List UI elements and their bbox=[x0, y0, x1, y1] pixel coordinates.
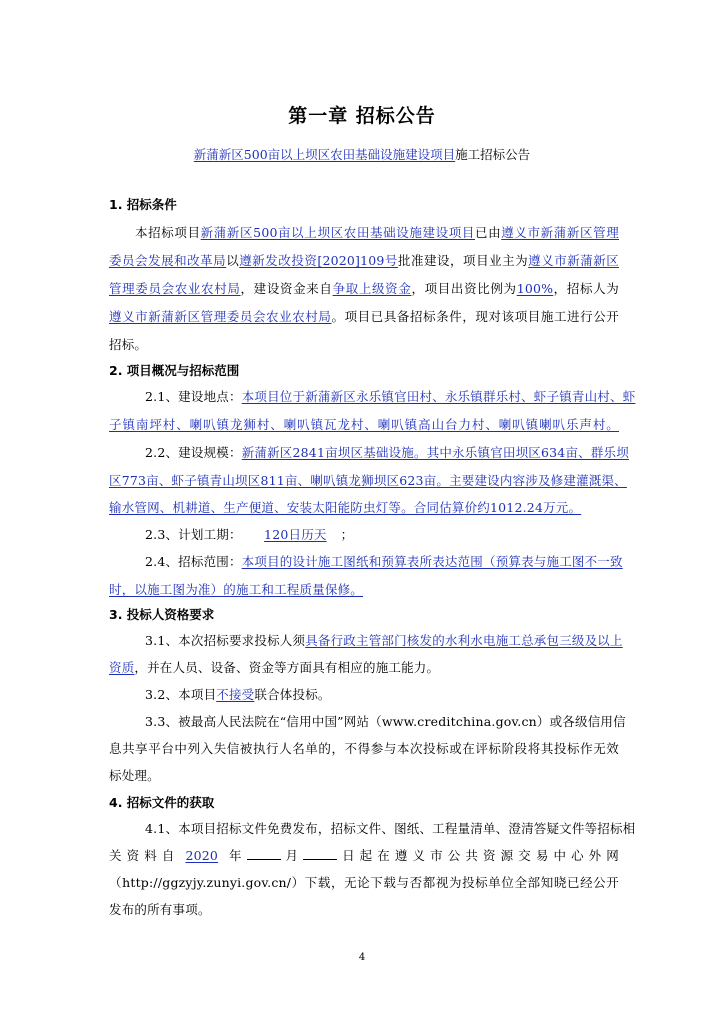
investment-ratio: 100% bbox=[516, 281, 554, 296]
s1-line-5: 招标。 bbox=[109, 337, 148, 352]
s2-4-line-2: 时，以施工图为准）的施工和工程质量保修。 bbox=[109, 582, 364, 597]
s3-2-line: 3.2、本项目不接受联合体投标。 bbox=[145, 687, 331, 702]
month-blank bbox=[247, 847, 281, 860]
s1-line-1: 本招标项目新蒲新区500亩以上坝区农田基础设施建设项目已由遵义市新蒲新区管理 bbox=[135, 225, 619, 240]
project-name-link: 新蒲新区500亩以上坝区农田基础设施建设项目 bbox=[200, 225, 475, 240]
s2-4-line-1: 2.4、招标范围：本项目的设计施工图纸和预算表所表达范围（预算表与施工图不一致 bbox=[145, 554, 623, 569]
s1-line-2: 委员会发展和改革局以遵新发改投资[2020]109号批准建设，项目业主为遵义市新蒲新区 bbox=[109, 253, 619, 268]
s1-line-3: 管理委员会农业农村局，建设资金来自争取上级资金，项目出资比例为100%，招标人为 bbox=[109, 281, 619, 296]
s4-1-line-1: 4.1、本项目招标文件免费发布，招标文件、图纸、工程量清单、澄清答疑文件等招标相 bbox=[145, 821, 636, 836]
s2-2-line-2: 区773亩、虾子镇青山坝区811亩、喇叭镇龙狮坝区623亩。主要建设内容涉及修建灌溉渠、 bbox=[109, 473, 627, 488]
page-number: 4 bbox=[358, 952, 366, 963]
s3-3-line-1: 3.3、被最高人民法院在“信用中国”网站（www.creditchina.gov.cn）或各级信用信 bbox=[145, 714, 626, 729]
s3-3-line-3: 标处理。 bbox=[109, 768, 160, 783]
s3-1-line-2: 资质，并在人员、设备、资金等方面具有相应的施工能力。 bbox=[109, 660, 440, 675]
tenderer-name: 遵义市新蒲新区管理委员会农业农村局 bbox=[109, 309, 332, 324]
s2-3-line: 2.3、计划工期： 120日历天 ； bbox=[145, 527, 354, 542]
page-title: 第一章 招标公告 bbox=[288, 105, 436, 127]
s4-1-line-2: 关资料自 2020 年 月 日起在遵义市公共资源交易中心外网 bbox=[109, 848, 619, 863]
s3-1-line-1: 3.1、本次招标要求投标人须具备行政主管部门核发的水利水电施工总承包三级及以上 bbox=[145, 633, 623, 648]
section-4-heading: 4. 招标文件的获取 bbox=[109, 795, 215, 810]
day-blank bbox=[303, 847, 337, 860]
s3-3-line-2: 息共享平台中列入失信被执行人名单的，不得参与本次投标或在评标阶段将其投标作无效 bbox=[109, 741, 619, 756]
s2-1-line-1: 2.1、建设地点：本项目位于新蒲新区永乐镇官田村、永乐镇群乐村、虾子镇青山村、虾 bbox=[145, 389, 636, 404]
consortium-status: 不接受 bbox=[216, 687, 255, 702]
section-1-heading: 1. 招标条件 bbox=[109, 197, 177, 212]
s2-2-line-3: 输水管网、机耕道、生产便道、安装太阳能防虫灯等。合同估算价约1012.24万元。 bbox=[109, 500, 582, 515]
s4-1-line-3: （http://ggzyjy.zunyi.gov.cn/）下载，无论下载与否都视为投标单位全部知晓已经公开 bbox=[109, 875, 619, 890]
s2-1-line-2: 子镇南坪村、喇叭镇龙狮村、喇叭镇瓦龙村、喇叭镇高山台力村、喇叭镇喇叭乐声村。 bbox=[109, 417, 619, 432]
release-year: 2020 bbox=[185, 848, 219, 863]
s2-2-line-1: 2.2、建设规模：新蒲新区2841亩坝区基础设施。其中永乐镇官田坝区634亩、群乐坝 bbox=[145, 445, 629, 460]
s4-1-line-4: 发布的所有事项。 bbox=[109, 902, 211, 917]
construction-period: 120日历天 bbox=[264, 527, 327, 542]
subtitle-project: 新蒲新区500亩以上坝区农田基础设施建设项目 bbox=[193, 147, 456, 162]
qualification-requirement: 具备行政主管部门核发的水利水电施工总承包三级及以上 bbox=[305, 633, 623, 648]
section-3-heading: 3. 投标人资格要求 bbox=[109, 607, 215, 622]
section-2-heading: 2. 项目概况与招标范围 bbox=[109, 363, 240, 378]
approval-doc-number: 遵新发改投资[2020]109号 bbox=[239, 253, 398, 268]
subtitle-suffix: 施工招标公告 bbox=[455, 147, 531, 162]
s1-line-4: 遵义市新蒲新区管理委员会农业农村局。项目已具备招标条件，现对该项目施工进行公开 bbox=[109, 309, 620, 324]
subtitle bbox=[0, 145, 724, 163]
